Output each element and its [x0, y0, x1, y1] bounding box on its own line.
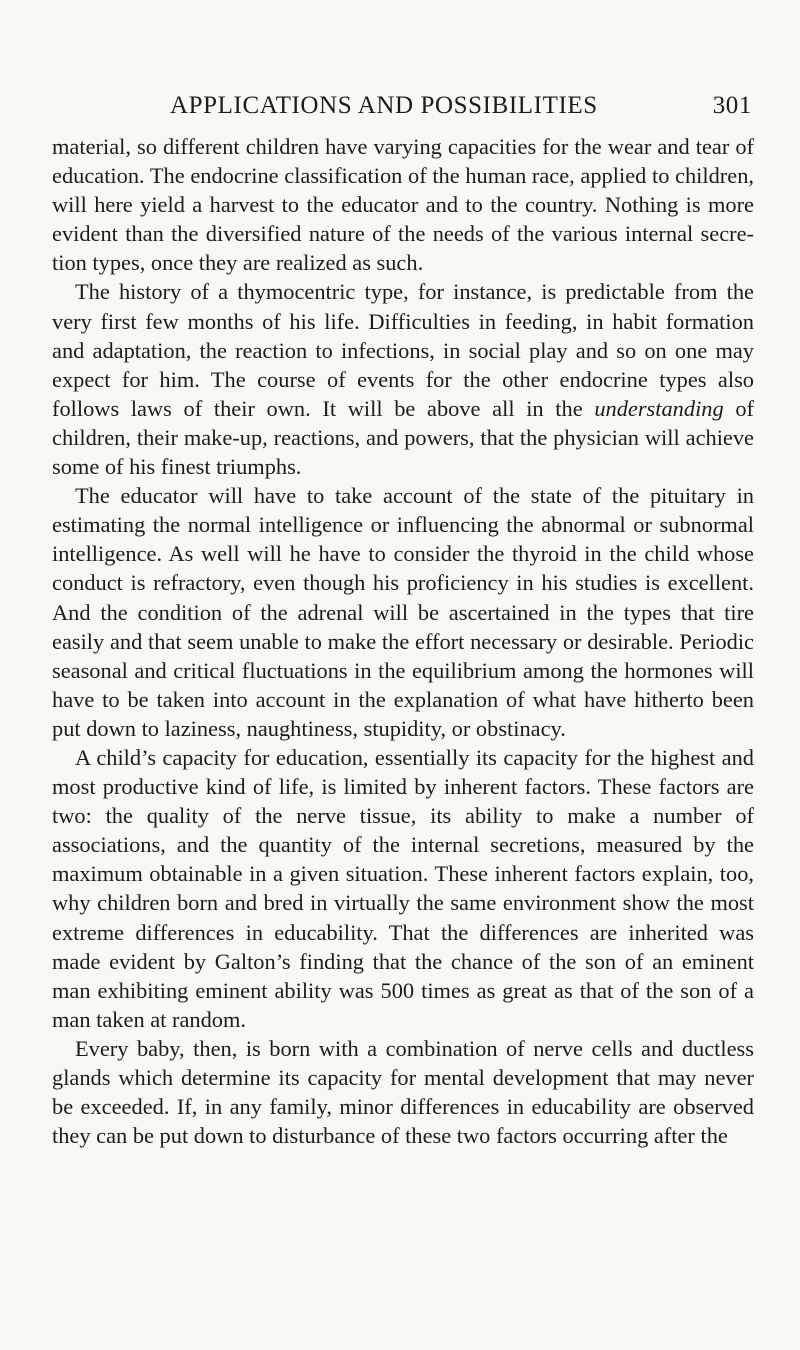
- emphasized-word: understanding: [594, 395, 724, 421]
- paragraph: The educator will have to take account of the state of the pituitary in estimating the normal intelligence or influencing the abnormal or subnormal intelligence. As well will he have to consider the thyroid in the child whose conduct is refractory, even though his proficiency in his studies is excellent. And the condition of the adrenal will be ascertained in the types that tire easily and that seem unable to make the effort necessary or desirable. Periodic seasonal and critical fluctuations in the equilibrium among the hormones will have to be taken into account in the explanation of what have hitherto been put down to laziness, naughtiness, stupidity, or obstinacy.: [52, 483, 754, 741]
- paragraph: The history of a thymocentric type, for instance, is predictable from the very first few months of his life. Difficulties in feeding, in habit formation and adaptation, the reaction to infections, in social play and so on one may expect for him. The course of events for the other endocrine types also follows laws of their own. It will be above all in the understanding of children, their make-up, reactions, and powers, that the physician will achieve some of his finest triumphs.: [52, 279, 755, 480]
- paragraph: material, so different children have varying capacities for the wear and tear of education. The endocrine classification of the human race, applied to children, will here yield a harvest to the educator and to the country. Nothing is more evident than the diversified nature of the needs of the various internal secre-tion types, once they are realized as such.: [52, 134, 754, 276]
- body-text: [52, 132, 754, 1150]
- paragraph: A child’s capacity for education, essentially its capacity for the highest and most productive kind of life, is limited by inherent factors. These factors are two: the quality of the nerve tissue, its ability to make a number of associations, and the quantity of the internal secretions, measured by the maximum obtainable in a given situation. These inherent factors explain, too, why children born and bred in virtually the same environment show the most extreme differences in educability. That the differences are inherited was made evident by Galton’s finding that the chance of the son of an eminent man exhibiting eminent ability was 500 times as great as that of the son of a man taken at random.: [52, 744, 754, 1032]
- running-head: [52, 92, 754, 132]
- book-page: [52, 92, 754, 1150]
- page-number: 301: [712, 92, 752, 119]
- chapter-title: APPLICATIONS AND POSSIBILITIES: [170, 92, 598, 119]
- paragraph: Every baby, then, is born with a combination of nerve cells and ductless glands which determine its capacity for mental development that may never be exceeded. If, in any family, minor differences in educability are observed they can be put down to disturbance of these two factors occurring after the: [52, 1035, 754, 1149]
